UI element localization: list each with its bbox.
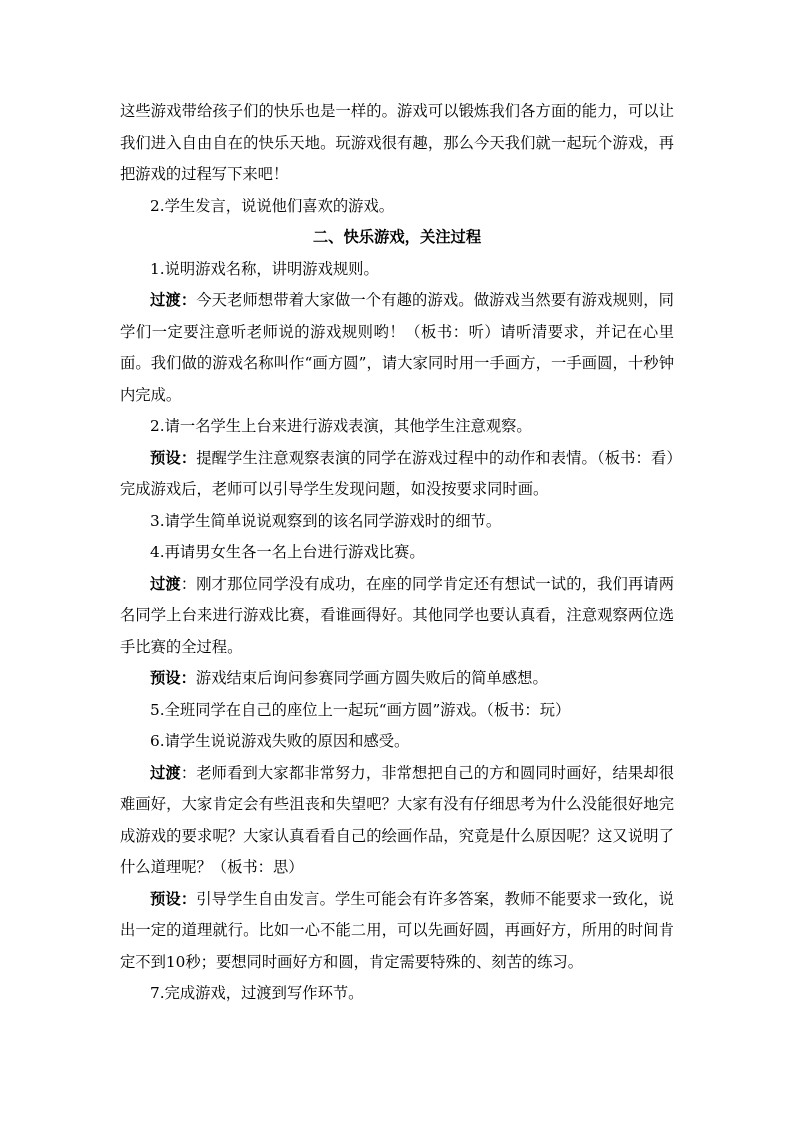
- transition-label: 过渡：: [150, 291, 197, 309]
- paragraph-transition-2: [120, 569, 674, 664]
- paragraph-step-2b: 2.请一名学生上台来进行游戏表演，其他学生注意观察。: [150, 417, 532, 435]
- paragraph-step-2: 2.学生发言，说说他们喜欢的游戏。: [150, 196, 395, 215]
- paragraph-step-5: 5.全班同学在自己的座位上一起玩“画方圆”游戏。（板书：玩）: [150, 700, 571, 719]
- section-heading: 二、快乐游戏，关注过程: [312, 228, 482, 246]
- paragraph-step-1: 1.说明游戏名称，讲明游戏规则。: [150, 259, 379, 278]
- preset-text: 提醒学生注意观察表演的同学在游戏过程中的动作和表情。（板书：看）完成游戏后，老师可以引导学生发现问题，如没按要求同时画。: [120, 448, 674, 498]
- transition-text: ：刚才那位同学没有成功，在座的同学肯定还有想试一试的，我们再请两名同学上台来进行游戏比赛，看谁画得好。其他同学也要认真看，注意观察两位选手比赛的全过程。: [120, 574, 674, 656]
- paragraph-intro: 这些游戏带给孩子们的快乐也是一样的。游戏可以锻炼我们各方面的能力，可以让我们进入自由自在的快乐天地。玩游戏很有趣，那么今天我们就一起玩个游戏，再把游戏的过程写下来吧！: [120, 102, 674, 183]
- preset-label: 预设：: [150, 669, 196, 687]
- transition-label: 过渡: [150, 763, 181, 782]
- paragraph-step-6: 6.请学生说说游戏失败的原因和感受。: [150, 732, 410, 750]
- paragraph-preset-3: [120, 884, 674, 979]
- paragraph-step-4: 4.再请男女生各一名上台进行游戏比赛。: [150, 543, 425, 561]
- preset-text: 引导学生自由发言。学生可能会有许多答案，教师不能要求一致化，说出一定的道理就行。比如一心不能二用，可以先画好圆，再画好方，所用的时间肯定不到10秒；要想同时画好方和圆，肯定需要特殊的、刻苦的练习。: [120, 889, 674, 971]
- paragraph-transition-3: [120, 758, 674, 884]
- preset-label: 预设：: [150, 889, 197, 908]
- preset-text: 游戏结束后询问参赛同学画方圆失败后的简单感想。: [195, 669, 548, 687]
- document-body: [120, 96, 674, 1010]
- paragraph-step-7: 7.完成游戏，过渡到写作环节。: [150, 984, 364, 1002]
- paragraph-preset-2: [120, 663, 674, 695]
- paragraph-transition-1: [120, 285, 674, 411]
- transition-text: ：老师看到大家都非常努力，非常想把自己的方和圆同时画好，结果却很难画好，大家肯定会有些沮丧和失望吧？大家有没有仔细思考为什么没能很好地完成游戏的要求呢？大家认真看看自己的绘画作品，究竟是什么原因呢？这又说明了什么道理呢？（板书：思）: [120, 763, 674, 876]
- preset-label: 预设：: [150, 448, 197, 467]
- transition-label: 过渡: [150, 574, 181, 593]
- paragraph-step-3: 3.请学生简单说说观察到的该名同学游戏时的细节。: [150, 511, 502, 530]
- paragraph-preset-1: [120, 443, 674, 506]
- transition-text: 今天老师想带着大家做一个有趣的游戏。做游戏当然要有游戏规则，同学们一定要注意听老师说的游戏规则哟！（板书：听）请听清要求，并记在心里面。我们做的游戏名称叫作“画方圆”，请大家同时用一手画方，一手画圆，十秒钟内完成。: [120, 291, 674, 404]
